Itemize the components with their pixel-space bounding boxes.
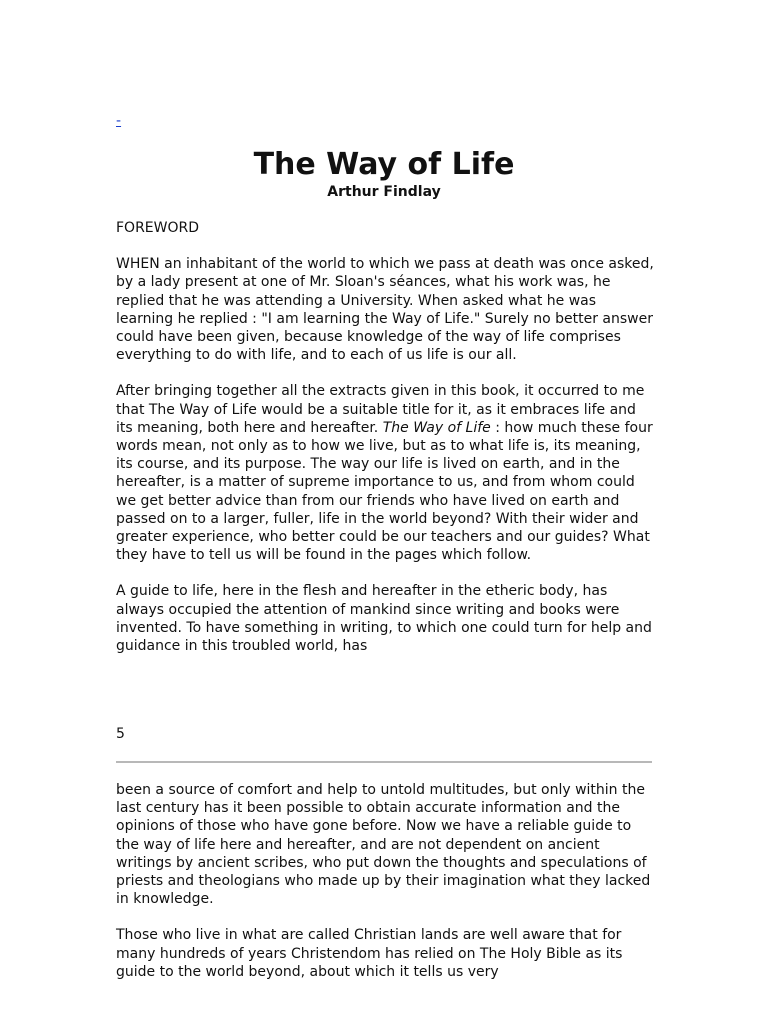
- body-text-block-2: [116, 781, 656, 999]
- paragraph-4: been a source of comfort and help to untold multitudes, but only within the last century has it been possible to obtain accurate information and the opinions of those who have gone before. Now we have a reliable guide to the way of life here and hereafter, and are not dependent on ancient writings by ancient scribes, who put down the thoughts and speculations of priests and theologians who made up by their imagination what they lacked in knowledge.: [116, 782, 651, 908]
- top-anchor-link[interactable]: -: [116, 113, 122, 129]
- document-title: The Way of Life: [253, 147, 515, 182]
- paragraph-2-italic-title: The Way of Life: [382, 419, 491, 436]
- section-heading: FOREWORD: [116, 220, 200, 236]
- paragraph-2-start: After bringing together all the extracts given in this book, it occurred to me that The Way of Life would be a suitable title for it, as it embraces life and its meaning, both here and hereafter.: [116, 383, 645, 436]
- paragraph-1: WHEN an inhabitant of the world to which we pass at death was once asked, by a lady present at one of Mr. Sloan's séances, what his work was, he replied that he was attending a University. When asked what he was learning he replied : "I am learning the Way of Life." Surely no better answer could have been given, because knowledge of the way of life comprises everything to do with life, and to each of us life is our all.: [116, 256, 654, 364]
- body-text-block-1: [116, 219, 656, 673]
- paragraph-3: A guide to life, here in the flesh and hereafter in the etheric body, has always occupied the attention of mankind since writing and books were invented. To have something in writing, to which one could turn for help and guidance in this troubled world, has: [116, 583, 652, 655]
- document-author: Arthur Findlay: [327, 184, 441, 200]
- page-divider: [116, 761, 652, 763]
- page-number: 5: [116, 726, 125, 742]
- paragraph-5: Those who live in what are called Christian lands are well aware that for many hundreds of years Christendom has relied on The Holy Bible as its guide to the world beyond, about which it tells us very: [116, 927, 623, 980]
- paragraph-2-end: : how much these four words mean, not only as to how we live, but as to what life is, its meaning, its course, and its purpose. The way our life is lived on earth, and in the hereafter, is a matter of supreme importance to us, and from whom could we get better advice than from our friends who have lived on earth and passed on to a larger, fuller, life in the world beyond? With their wider and greater experience, who better could be our teachers and our guides? What they have to tell us will be found in the pages which follow.: [116, 419, 653, 564]
- paragraph-2: [116, 382, 656, 564]
